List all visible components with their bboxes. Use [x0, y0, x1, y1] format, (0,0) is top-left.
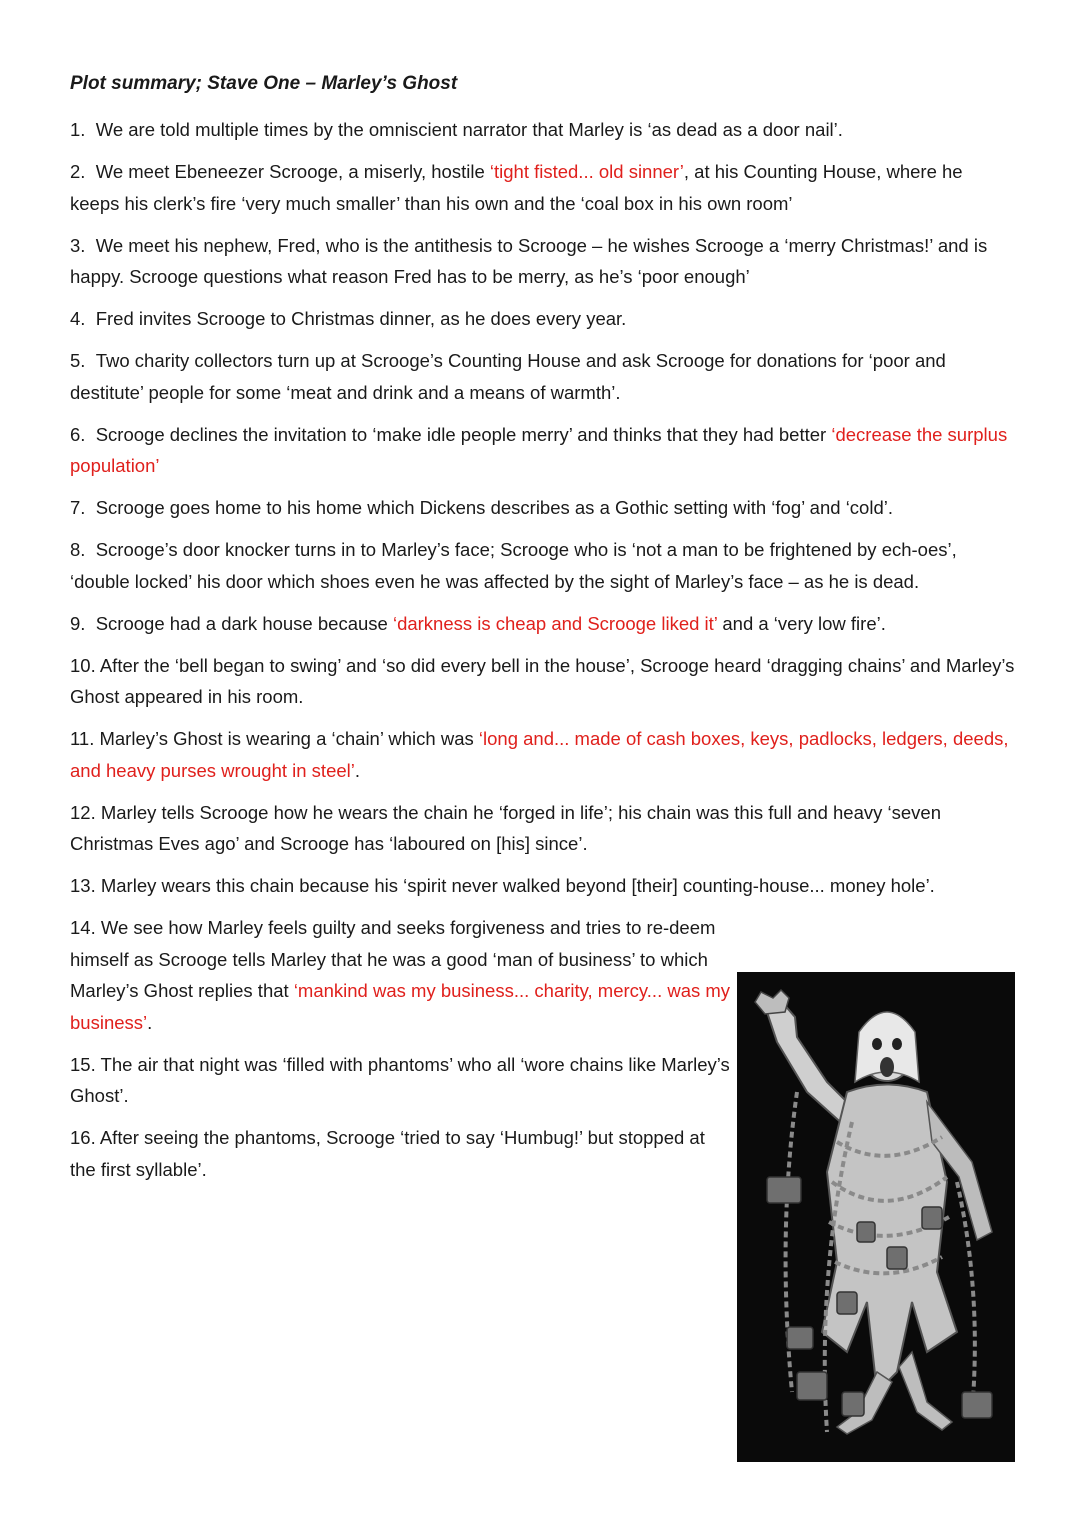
quote-highlight: ‘decrease the surplus population’: [70, 423, 1008, 476]
plot-text: 13. Marley wears this chain because his ‘spirit never walked beyond [their] counting-house... money hole’.: [70, 875, 935, 896]
plot-text: 4. Fred invites Scrooge to Christmas dinner, as he does every year.: [70, 308, 627, 329]
plot-text: .: [354, 759, 361, 781]
page-title: Plot summary; Stave One – Marley’s Ghost: [70, 73, 458, 94]
plot-text: 11. Marley’s Ghost is wearing a ‘chain’ which was: [70, 728, 479, 749]
quote-highlight: ‘mankind was my business... charity, mercy... was my business’: [70, 980, 731, 1033]
plot-text: 14. We see how Marley feels guilty and seeks forgiveness and tries to re-deem himself as Scrooge tells Marley that he was a good ‘man of business’ to which Marley’s Ghost replies that: [70, 917, 716, 1001]
quote-highlight: ‘tight fisted... old sinner’: [489, 161, 684, 182]
plot-text: 8. Scrooge’s door knocker turns in to Marley’s face; Scrooge who is ‘not a man to be frightened by ech-oes’, ‘double locked’ his door which shoes even he was affected by the sight of Marley’s face – as he is dead.: [70, 539, 957, 592]
plot-text: 2. We meet Ebeneezer Scrooge, a miserly, hostile: [70, 161, 490, 182]
plot-point-5: [70, 345, 1015, 408]
plot-point-7: [70, 492, 1015, 524]
plot-point-3: [70, 230, 1015, 293]
plot-point-13: [70, 870, 1015, 902]
plot-text: 7. Scrooge goes home to his home which Dickens describes as a Gothic setting with ‘fog’ and ‘cold’.: [70, 497, 893, 518]
plot-point-10: [70, 650, 1015, 713]
plot-point-12: [70, 797, 1015, 860]
plot-text: and a ‘very low fire’.: [717, 612, 886, 634]
plot-text: 10. After the ‘bell began to swing’ and ‘so did every bell in the house’, Scrooge heard ‘dragging chains’ and Marley’s Ghost appeared in his room.: [70, 654, 1015, 707]
marleys-ghost-illustration: [737, 972, 1015, 1462]
quote-highlight: ‘darkness is cheap and Scrooge liked it’: [392, 612, 718, 634]
plot-point-11: [70, 723, 1015, 786]
plot-text: .: [147, 1011, 153, 1033]
plot-point-6: [70, 419, 1015, 482]
plot-point-8: [70, 534, 1015, 597]
plot-text: 6. Scrooge declines the invitation to ‘make idle people merry’ and thinks that they had better: [70, 423, 832, 445]
plot-point-4: [70, 303, 1015, 335]
plot-text: 5. Two charity collectors turn up at Scrooge’s Counting House and ask Scrooge for donations for ‘poor and destitute’ people for some ‘meat and drink and a means of warmth’.: [70, 350, 946, 403]
ghost-drawing: [737, 972, 1015, 1462]
quote-highlight: ‘long and... made of cash boxes, keys, padlocks, ledgers, deeds, and heavy purses wrought in steel’: [70, 728, 1009, 781]
plot-point-2: [70, 156, 1015, 219]
plot-point-15: [70, 1049, 735, 1112]
plot-point-1: [70, 114, 1015, 146]
plot-text: 3. We meet his nephew, Fred, who is the antithesis to Scrooge – he wishes Scrooge a ‘merry Christmas!’ and is happy. Scrooge questions what reason Fred has to be merry, as he’s ‘poor enough’: [70, 234, 988, 287]
plot-point-9: [70, 608, 1015, 640]
plot-text: 12. Marley tells Scrooge how he wears the chain he ‘forged in life’; his chain was this full and heavy ‘seven Christmas Eves ago’ and Scrooge has ‘laboured on [his] since’.: [70, 801, 941, 854]
plot-text: , at his Counting House, where he keeps his clerk’s fire ‘very much smaller’ than his own and the ‘coal box in his own room’: [70, 161, 963, 214]
plot-text: 9. Scrooge had a dark house because: [70, 612, 393, 634]
plot-text: 15. The air that night was ‘filled with phantoms’ who all ‘wore chains like Marley’s Ghost’.: [70, 1053, 730, 1106]
plot-text: 16. After seeing the phantoms, Scrooge ‘tried to say ‘Humbug!’ but stopped at the first syllable’.: [70, 1127, 705, 1180]
plot-text: 1. We are told multiple times by the omniscient narrator that Marley is ‘as dead as a door nail’.: [70, 119, 843, 140]
plot-point-16: [70, 1122, 735, 1185]
plot-point-14: [70, 912, 735, 1038]
